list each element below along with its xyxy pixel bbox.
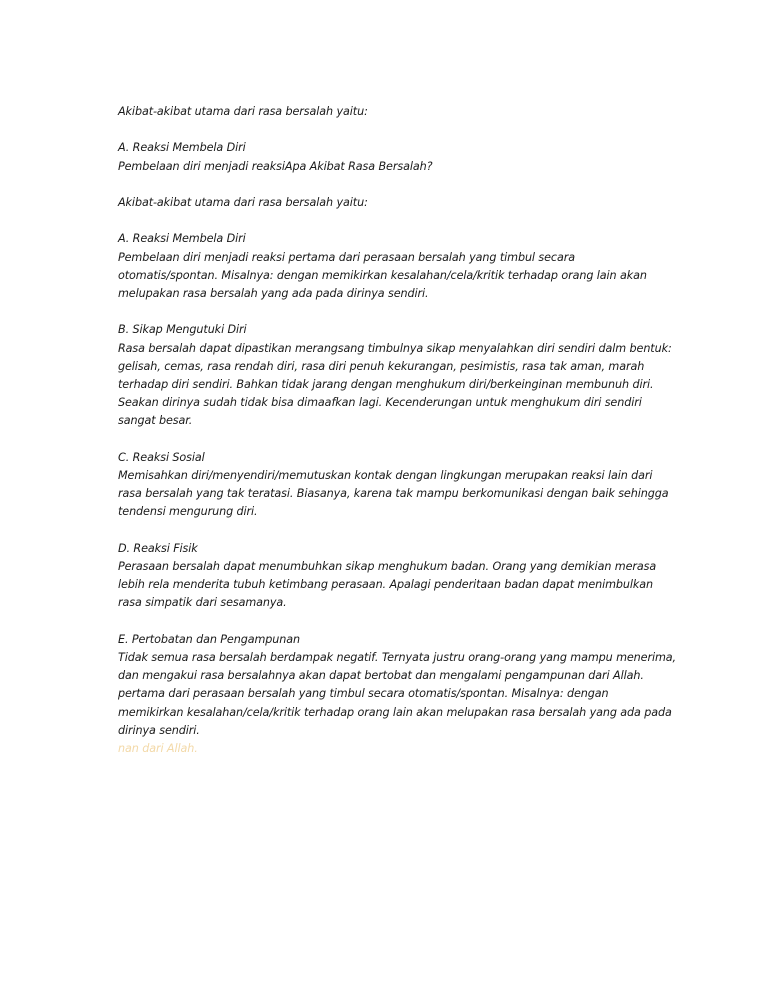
intro-text: Akibat-akibat utama dari rasa bersalah yaitu: [118, 105, 368, 118]
section-e [118, 631, 676, 758]
section-a-first-text: Pembelaan diri menjadi reaksiApa Akibat Rasa Bersalah? [118, 159, 433, 173]
document-body [118, 103, 676, 776]
section-e-heading: E. Pertobatan dan Pengampunan [118, 632, 300, 646]
section-c-line: tendensi mengurung diri. [118, 505, 258, 519]
section-a [118, 230, 658, 303]
section-e-line: dan mengakui rasa bersalahnya akan dapat bertobat dan mengalami pengampunan dari Allah. [118, 669, 644, 683]
section-a-line: melupakan rasa bersalah yang ada pada dirinya sendiri. [118, 286, 429, 300]
section-e-line: pertama dari perasaan bersalah yang timbul secara otomatis/spontan. Misalnya: dengan [118, 687, 609, 701]
section-c-line: rasa bersalah yang tak teratasi. Biasanya, karena tak mampu berkomunikasi dengan baik sehingga [118, 487, 669, 501]
section-e-line: dirinya sendiri. [118, 723, 200, 737]
intro-text: Akibat-akibat utama dari rasa bersalah yaitu: [118, 195, 368, 209]
section-d-line: lebih rela menderita tubuh ketimbang perasaan. Apalagi penderitaan badan dapat menimbulkan [118, 578, 654, 592]
section-d-line: rasa simpatik dari sesamanya. [118, 596, 287, 610]
section-b-line: Rasa bersalah dapat dipastikan merangsang timbulnya sikap menyalahkan diri sendiri dalm bentuk: [118, 341, 672, 355]
section-b-line: gelisah, cemas, rasa rendah diri, rasa diri penuh kekurangan, pesimistis, rasa tak aman, marah [118, 359, 645, 373]
section-b-heading: B. Sikap Mengutuki Diri [118, 323, 247, 337]
section-c-heading: C. Reaksi Sosial [118, 450, 205, 464]
section-a-line: otomatis/spontan. Misalnya: dengan memikirkan kesalahan/cela/kritik terhadap orang lain akan [118, 268, 647, 282]
section-a-first-heading: A. Reaksi Membela Diri [118, 141, 246, 155]
section-b-line: sangat besar. [118, 414, 193, 428]
faded-overlay-text: nan dari Allah. [118, 742, 198, 755]
section-b-line: terhadap diri sendiri. Bahkan tidak jarang dengan menghukum diri/berkeinginan membunuh diri. [118, 377, 654, 391]
section-c [118, 449, 669, 522]
section-a-heading: A. Reaksi Membela Diri [118, 232, 246, 246]
section-d-line: Perasaan bersalah dapat menumbuhkan sikap menghukum badan. Orang yang demikian merasa [118, 559, 657, 573]
section-b [118, 321, 672, 430]
intro-paragraph-1 [118, 103, 658, 121]
section-e-line: memikirkan kesalahan/cela/kritik terhadap orang lain akan melupakan rasa bersalah yang ada pada [118, 705, 672, 719]
section-d-heading: D. Reaksi Fisik [118, 541, 198, 555]
section-d [118, 540, 658, 613]
intro-paragraph-2 [118, 194, 658, 212]
section-c-line: Memisahkan diri/menyendiri/memutuskan kontak dengan lingkungan merupakan reaksi lain dari [118, 468, 653, 482]
section-b-line: Seakan dirinya sudah tidak bisa dimaafkan lagi. Kecenderungan untuk menghukum diri sendiri [118, 396, 642, 410]
section-e-line: Tidak semua rasa bersalah berdampak negatif. Ternyata justru orang-orang yang mampu menerima, [118, 650, 676, 664]
section-a-first [118, 139, 658, 175]
section-a-line: Pembelaan diri menjadi reaksi pertama dari perasaan bersalah yang timbul secara [118, 250, 575, 264]
